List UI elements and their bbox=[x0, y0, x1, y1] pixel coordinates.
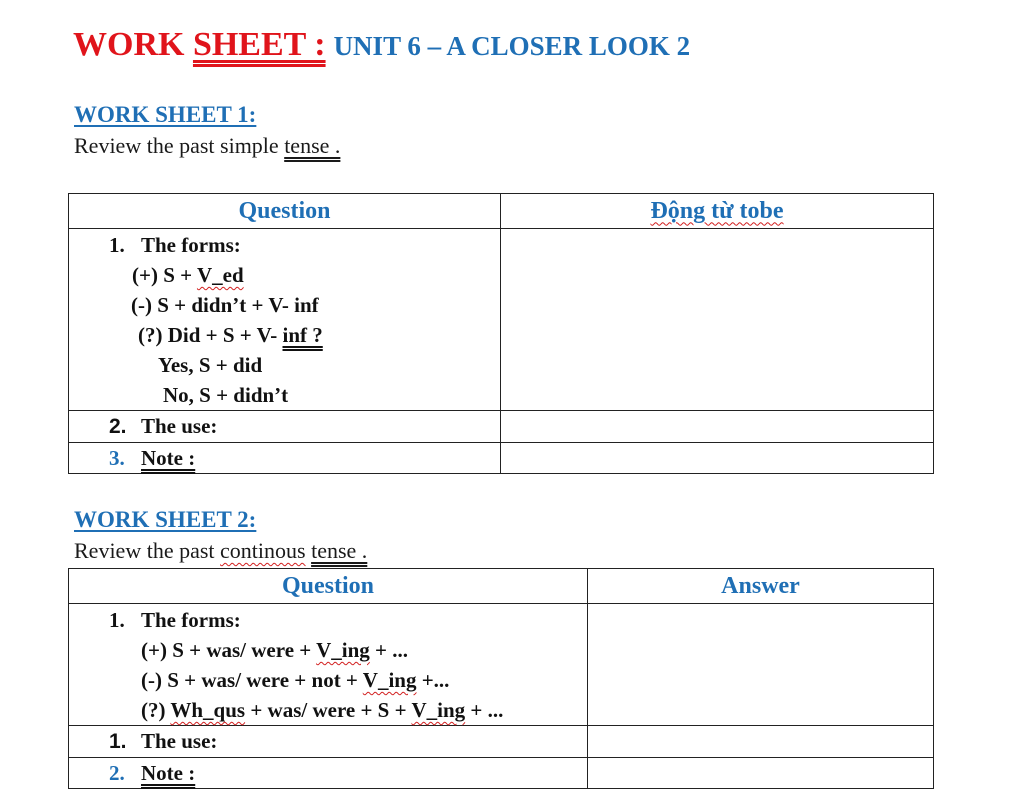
table-row bbox=[69, 726, 934, 758]
form-line: Yes, S + did bbox=[158, 353, 263, 377]
form-line: (+) S + was/ were + V_ing + ... bbox=[141, 638, 409, 662]
form-line: (?) Wh_qus + was/ were + S + V_ing + ... bbox=[141, 698, 504, 722]
title-unit: UNIT 6 – A CLOSER LOOK 2 bbox=[333, 31, 691, 61]
column-header-answer: Động từ tobe bbox=[501, 194, 934, 229]
question-cell-note: 3. Note : bbox=[69, 443, 501, 474]
table-row bbox=[69, 604, 934, 726]
column-header-answer: Answer bbox=[588, 569, 934, 604]
worksheet1-heading: WORK SHEET 1: bbox=[74, 102, 257, 127]
question-cell-forms bbox=[69, 604, 588, 726]
forms-heading: 1. The forms: bbox=[109, 608, 241, 632]
table-row bbox=[69, 229, 934, 411]
column-header-question: Question bbox=[69, 194, 501, 229]
worksheet1-table bbox=[68, 193, 934, 474]
worksheet2-subtitle: Review the past continous tense . bbox=[74, 538, 368, 563]
form-line: (-) S + was/ were + not + V_ing +... bbox=[141, 668, 450, 692]
worksheet2-table bbox=[68, 568, 934, 789]
form-line: (+) S + V_ed bbox=[132, 263, 244, 287]
answer-cell-use[interactable] bbox=[588, 726, 934, 758]
worksheet2-heading: WORK SHEET 2: bbox=[74, 507, 257, 532]
table-header-row bbox=[69, 194, 934, 229]
table-row bbox=[69, 443, 934, 474]
answer-cell-note[interactable] bbox=[588, 758, 934, 789]
question-cell-use: 2. The use: bbox=[69, 411, 501, 443]
table-header-row bbox=[69, 569, 934, 604]
answer-cell-forms[interactable] bbox=[588, 604, 934, 726]
question-cell-note: 2. Note : bbox=[69, 758, 588, 789]
form-line: (-) S + didn’t + V- inf bbox=[131, 293, 319, 317]
answer-cell-note[interactable] bbox=[501, 443, 934, 474]
page-title bbox=[73, 26, 690, 64]
table-row bbox=[69, 411, 934, 443]
question-cell-forms bbox=[69, 229, 501, 411]
table-row bbox=[69, 758, 934, 789]
form-line: (?) Did + S + V- inf ? bbox=[138, 323, 323, 347]
title-worksheet-label: WORK SHEET : bbox=[73, 26, 326, 63]
forms-heading: 1. The forms: bbox=[109, 233, 241, 257]
column-header-question: Question bbox=[69, 569, 588, 604]
worksheet1-subtitle: Review the past simple tense . bbox=[74, 133, 341, 158]
answer-cell-forms[interactable] bbox=[501, 229, 934, 411]
answer-cell-use[interactable] bbox=[501, 411, 934, 443]
question-cell-use: 1. The use: bbox=[69, 726, 588, 758]
form-line: No, S + didn’t bbox=[163, 383, 289, 407]
